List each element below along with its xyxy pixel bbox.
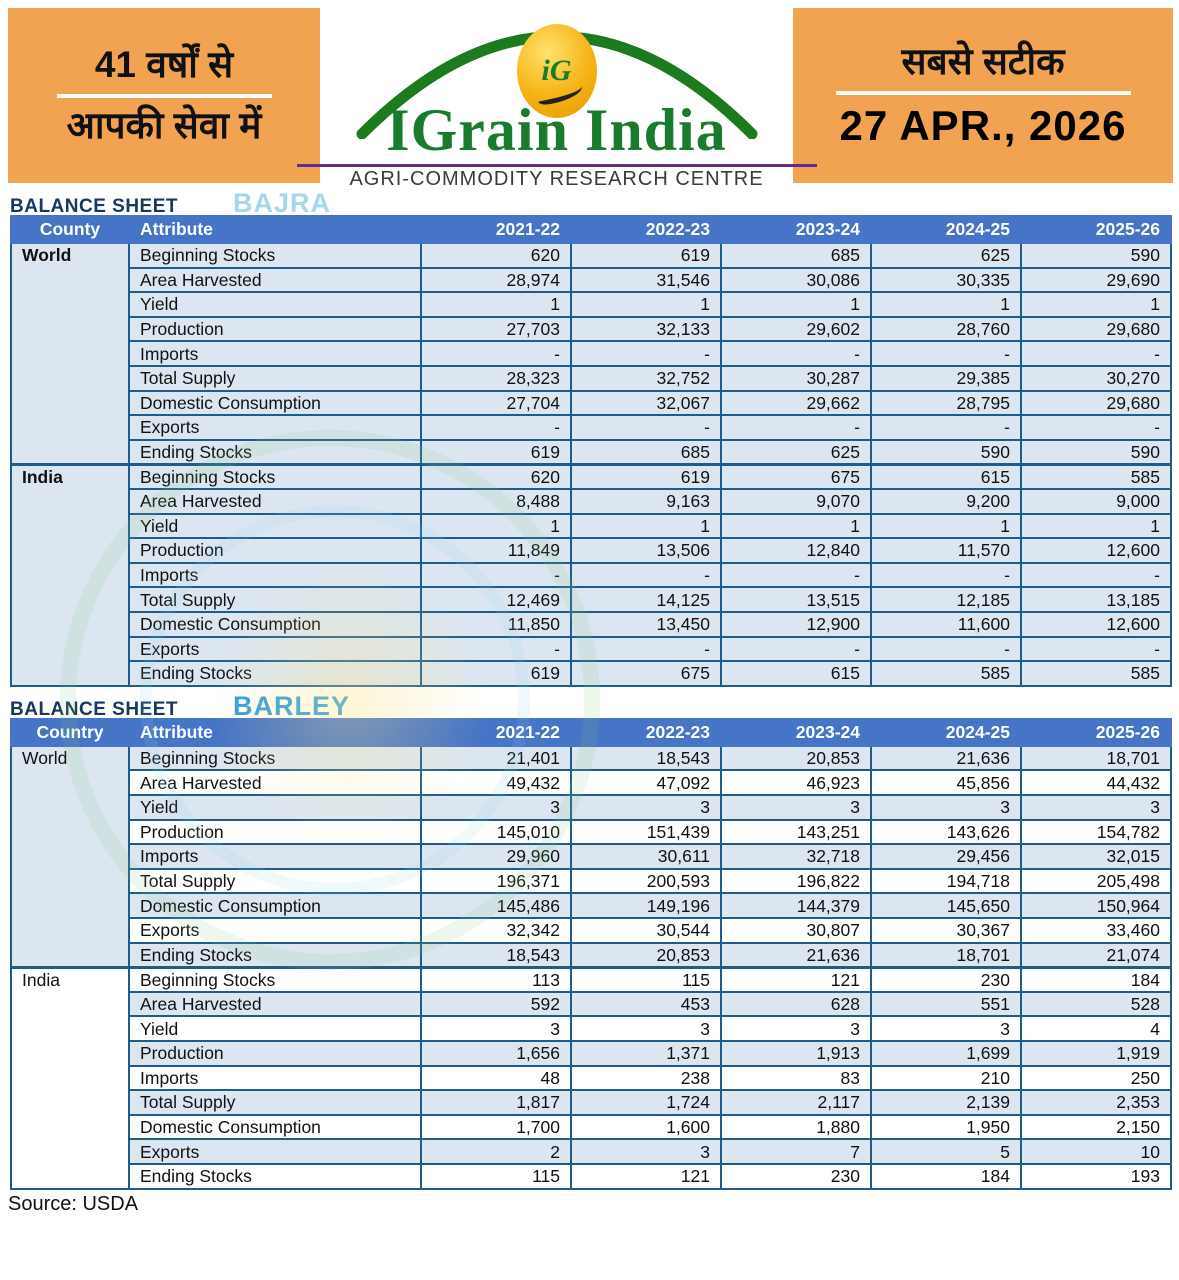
value-cell: 12,600 [1021, 538, 1171, 563]
column-header: Attribute [129, 719, 421, 746]
value-cell: 32,752 [571, 366, 721, 391]
value-cell: - [571, 563, 721, 588]
value-cell: 1 [721, 514, 871, 539]
value-cell: 13,450 [571, 612, 721, 637]
value-cell: 7 [721, 1139, 871, 1164]
attribute-cell: Production [129, 1041, 421, 1066]
value-cell: 9,163 [571, 489, 721, 514]
value-cell: 32,067 [571, 391, 721, 416]
value-cell: 1,817 [421, 1090, 571, 1115]
value-cell: 30,287 [721, 366, 871, 391]
value-cell: 685 [571, 440, 721, 465]
value-cell: 620 [421, 464, 571, 489]
years-line-2: आपकी सेवा में [66, 104, 262, 146]
attribute-cell: Yield [129, 292, 421, 317]
value-cell: - [871, 637, 1021, 662]
value-cell: 8,488 [421, 489, 571, 514]
source-note: Source: USDA [8, 1192, 139, 1215]
attribute-cell: Exports [129, 415, 421, 440]
table-row [11, 514, 1171, 539]
report-date: 27 APR., 2026 [839, 101, 1127, 149]
value-cell: 154,782 [1021, 820, 1171, 845]
bajra-table [10, 215, 1172, 687]
value-cell: 20,853 [571, 943, 721, 968]
value-cell: 619 [421, 661, 571, 686]
table-row [11, 661, 1171, 686]
value-cell: 590 [1021, 440, 1171, 465]
value-cell: 2,353 [1021, 1090, 1171, 1115]
value-cell: 145,486 [421, 893, 571, 918]
value-cell: 9,070 [721, 489, 871, 514]
value-cell: 30,270 [1021, 366, 1171, 391]
value-cell: 121 [571, 1164, 721, 1189]
table-row [11, 612, 1171, 637]
country-cell: India [11, 464, 129, 685]
value-cell: 528 [1021, 992, 1171, 1017]
value-cell: - [1021, 415, 1171, 440]
column-header: Country [11, 719, 129, 746]
logo [320, 8, 793, 188]
value-cell: 12,600 [1021, 612, 1171, 637]
attribute-cell: Imports [129, 563, 421, 588]
value-cell: 196,822 [721, 869, 871, 894]
value-cell: 585 [871, 661, 1021, 686]
barley-title-row [10, 690, 1179, 721]
value-cell: 3 [421, 1016, 571, 1041]
value-cell: - [421, 563, 571, 588]
value-cell: 151,439 [571, 820, 721, 845]
value-cell: 1,913 [721, 1041, 871, 1066]
attribute-cell: Ending Stocks [129, 1164, 421, 1189]
attribute-cell: Imports [129, 1066, 421, 1091]
value-cell: 13,506 [571, 538, 721, 563]
value-cell: 1,371 [571, 1041, 721, 1066]
attribute-cell: Ending Stocks [129, 661, 421, 686]
value-cell: 2 [421, 1139, 571, 1164]
value-cell: 28,323 [421, 366, 571, 391]
value-cell: 2,150 [1021, 1115, 1171, 1140]
attribute-cell: Total Supply [129, 587, 421, 612]
attribute-cell: Area Harvested [129, 268, 421, 293]
table-row [11, 1115, 1171, 1140]
balance-sheet-label: BALANCE SHEET [10, 698, 179, 720]
value-cell: 2,139 [871, 1090, 1021, 1115]
value-cell: 121 [721, 967, 871, 992]
value-cell: - [721, 637, 871, 662]
attribute-cell: Area Harvested [129, 992, 421, 1017]
table-row [11, 1164, 1171, 1189]
divider [57, 94, 272, 98]
value-cell: 205,498 [1021, 869, 1171, 894]
value-cell: 1,880 [721, 1115, 871, 1140]
attribute-cell: Exports [129, 1139, 421, 1164]
attribute-cell: Total Supply [129, 869, 421, 894]
value-cell: 30,335 [871, 268, 1021, 293]
bajra-title-row [10, 188, 1179, 218]
value-cell: 28,760 [871, 317, 1021, 342]
value-cell: 1 [571, 292, 721, 317]
attribute-cell: Exports [129, 637, 421, 662]
page-header [0, 0, 1179, 190]
table-row [11, 1016, 1171, 1041]
value-cell: 45,856 [871, 770, 1021, 795]
value-cell: 1,700 [421, 1115, 571, 1140]
attribute-cell: Domestic Consumption [129, 391, 421, 416]
value-cell: 30,544 [571, 918, 721, 943]
value-cell: 1,919 [1021, 1041, 1171, 1066]
value-cell: 20,853 [721, 746, 871, 771]
commodity-name-bajra: BAJRA [233, 188, 332, 218]
table-header-row [11, 216, 1171, 243]
barley-table [10, 718, 1172, 1190]
value-cell: 5 [871, 1139, 1021, 1164]
value-cell: 11,850 [421, 612, 571, 637]
value-cell: 12,185 [871, 587, 1021, 612]
table-row [11, 869, 1171, 894]
value-cell: 145,010 [421, 820, 571, 845]
value-cell: 18,701 [1021, 746, 1171, 771]
value-cell: - [571, 637, 721, 662]
logo-underline [297, 164, 817, 167]
value-cell: - [421, 637, 571, 662]
value-cell: 194,718 [871, 869, 1021, 894]
attribute-cell: Beginning Stocks [129, 464, 421, 489]
attribute-cell: Area Harvested [129, 489, 421, 514]
commodity-name-barley: BARLEY [233, 690, 351, 721]
value-cell: - [1021, 341, 1171, 366]
value-cell: 615 [871, 464, 1021, 489]
value-cell: 585 [1021, 464, 1171, 489]
attribute-cell: Beginning Stocks [129, 967, 421, 992]
date-box [793, 8, 1173, 183]
country-cell: World [11, 746, 129, 967]
table-row [11, 391, 1171, 416]
value-cell: 675 [721, 464, 871, 489]
attribute-cell: Area Harvested [129, 770, 421, 795]
column-header: 2022-23 [571, 719, 721, 746]
table-row [11, 746, 1171, 771]
value-cell: 144,379 [721, 893, 871, 918]
table-row [11, 317, 1171, 342]
value-cell: 453 [571, 992, 721, 1017]
value-cell: 32,133 [571, 317, 721, 342]
value-cell: 11,849 [421, 538, 571, 563]
attribute-cell: Yield [129, 1016, 421, 1041]
value-cell: 1 [1021, 292, 1171, 317]
value-cell: 1 [571, 514, 721, 539]
value-cell: 592 [421, 992, 571, 1017]
value-cell: 1 [871, 292, 1021, 317]
value-cell: 83 [721, 1066, 871, 1091]
value-cell: 196,371 [421, 869, 571, 894]
value-cell: - [571, 341, 721, 366]
logo-name: IGrain India [386, 97, 727, 163]
table-row [11, 637, 1171, 662]
column-header: 2024-25 [871, 719, 1021, 746]
value-cell: 590 [871, 440, 1021, 465]
value-cell: 143,251 [721, 820, 871, 845]
value-cell: 145,650 [871, 893, 1021, 918]
attribute-cell: Production [129, 820, 421, 845]
table-row [11, 268, 1171, 293]
value-cell: - [871, 341, 1021, 366]
attribute-cell: Imports [129, 341, 421, 366]
value-cell: 3 [1021, 795, 1171, 820]
attribute-cell: Total Supply [129, 1090, 421, 1115]
logo-monogram: iG [541, 54, 572, 87]
value-cell: 628 [721, 992, 871, 1017]
value-cell: - [421, 415, 571, 440]
value-cell: - [721, 415, 871, 440]
value-cell: 3 [571, 795, 721, 820]
table-row [11, 464, 1171, 489]
value-cell: 29,456 [871, 844, 1021, 869]
value-cell: 30,367 [871, 918, 1021, 943]
value-cell: 47,092 [571, 770, 721, 795]
value-cell: 1,950 [871, 1115, 1021, 1140]
table-row [11, 893, 1171, 918]
value-cell: 1,699 [871, 1041, 1021, 1066]
table-row [11, 967, 1171, 992]
value-cell: 11,600 [871, 612, 1021, 637]
value-cell: 150,964 [1021, 893, 1171, 918]
value-cell: 615 [721, 661, 871, 686]
value-cell: 625 [871, 243, 1021, 268]
value-cell: 3 [721, 1016, 871, 1041]
attribute-cell: Domestic Consumption [129, 893, 421, 918]
value-cell: 230 [871, 967, 1021, 992]
value-cell: - [1021, 637, 1171, 662]
attribute-cell: Beginning Stocks [129, 243, 421, 268]
value-cell: 29,960 [421, 844, 571, 869]
table-row [11, 489, 1171, 514]
table-row [11, 563, 1171, 588]
value-cell: 44,432 [1021, 770, 1171, 795]
value-cell: 590 [1021, 243, 1171, 268]
column-header: 2021-22 [421, 216, 571, 243]
value-cell: 14,125 [571, 587, 721, 612]
value-cell: 3 [871, 795, 1021, 820]
value-cell: - [1021, 563, 1171, 588]
column-header: County [11, 216, 129, 243]
column-header: 2023-24 [721, 719, 871, 746]
value-cell: 3 [421, 795, 571, 820]
divider [836, 91, 1131, 95]
value-cell: 46,923 [721, 770, 871, 795]
value-cell: 113 [421, 967, 571, 992]
value-cell: 29,385 [871, 366, 1021, 391]
value-cell: 675 [571, 661, 721, 686]
value-cell: 13,185 [1021, 587, 1171, 612]
table-row [11, 243, 1171, 268]
table-row [11, 1139, 1171, 1164]
value-cell: 619 [571, 464, 721, 489]
value-cell: 21,636 [871, 746, 1021, 771]
value-cell: 625 [721, 440, 871, 465]
value-cell: 12,900 [721, 612, 871, 637]
table-row [11, 1041, 1171, 1066]
table-row [11, 943, 1171, 968]
value-cell: - [721, 563, 871, 588]
country-cell: India [11, 967, 129, 1188]
column-header: 2024-25 [871, 216, 1021, 243]
value-cell: 1,656 [421, 1041, 571, 1066]
value-cell: 230 [721, 1164, 871, 1189]
value-cell: 30,807 [721, 918, 871, 943]
value-cell: 30,086 [721, 268, 871, 293]
value-cell: 21,074 [1021, 943, 1171, 968]
date-box-tagline: सबसे सटीक [901, 41, 1065, 83]
column-header: 2023-24 [721, 216, 871, 243]
table-row [11, 440, 1171, 465]
table-row [11, 992, 1171, 1017]
value-cell: 250 [1021, 1066, 1171, 1091]
value-cell: 29,680 [1021, 391, 1171, 416]
value-cell: 13,515 [721, 587, 871, 612]
value-cell: 29,680 [1021, 317, 1171, 342]
years-of-service-box [8, 8, 320, 183]
table-header-row [11, 719, 1171, 746]
attribute-cell: Beginning Stocks [129, 746, 421, 771]
value-cell: 27,703 [421, 317, 571, 342]
value-cell: 619 [421, 440, 571, 465]
table-row [11, 820, 1171, 845]
value-cell: 18,543 [571, 746, 721, 771]
column-header: 2022-23 [571, 216, 721, 243]
value-cell: 32,015 [1021, 844, 1171, 869]
country-cell: World [11, 243, 129, 464]
years-line-1: 41 वर्षों से [94, 43, 234, 85]
value-cell: 3 [571, 1139, 721, 1164]
value-cell: 30,611 [571, 844, 721, 869]
value-cell: 2,117 [721, 1090, 871, 1115]
value-cell: 585 [1021, 661, 1171, 686]
attribute-cell: Ending Stocks [129, 943, 421, 968]
table-row [11, 366, 1171, 391]
column-header: 2021-22 [421, 719, 571, 746]
value-cell: 1,724 [571, 1090, 721, 1115]
value-cell: - [871, 415, 1021, 440]
column-header: 2025-26 [1021, 216, 1171, 243]
table-row [11, 844, 1171, 869]
value-cell: 1 [1021, 514, 1171, 539]
column-header: 2025-26 [1021, 719, 1171, 746]
value-cell: 184 [1021, 967, 1171, 992]
value-cell: 210 [871, 1066, 1021, 1091]
value-cell: 1,600 [571, 1115, 721, 1140]
value-cell: 18,543 [421, 943, 571, 968]
value-cell: 1 [871, 514, 1021, 539]
table-row [11, 341, 1171, 366]
value-cell: 238 [571, 1066, 721, 1091]
value-cell: 149,196 [571, 893, 721, 918]
value-cell: 29,690 [1021, 268, 1171, 293]
attribute-cell: Production [129, 538, 421, 563]
balance-sheet-label: BALANCE SHEET [10, 196, 179, 217]
value-cell: 193 [1021, 1164, 1171, 1189]
table-row [11, 770, 1171, 795]
value-cell: 620 [421, 243, 571, 268]
value-cell: 33,460 [1021, 918, 1171, 943]
value-cell: - [571, 415, 721, 440]
value-cell: 685 [721, 243, 871, 268]
table-row [11, 1066, 1171, 1091]
attribute-cell: Domestic Consumption [129, 1115, 421, 1140]
value-cell: 21,636 [721, 943, 871, 968]
attribute-cell: Ending Stocks [129, 440, 421, 465]
value-cell: - [871, 563, 1021, 588]
value-cell: 12,469 [421, 587, 571, 612]
value-cell: 3 [571, 1016, 721, 1041]
value-cell: 184 [871, 1164, 1021, 1189]
value-cell: 200,593 [571, 869, 721, 894]
value-cell: 27,704 [421, 391, 571, 416]
attribute-cell: Production [129, 317, 421, 342]
attribute-cell: Imports [129, 844, 421, 869]
value-cell: 1 [421, 292, 571, 317]
column-header: Attribute [129, 216, 421, 243]
value-cell: - [421, 341, 571, 366]
logo-tagline: AGRI-COMMODITY RESEARCH CENTRE [349, 168, 764, 190]
value-cell: 619 [571, 243, 721, 268]
table-row [11, 415, 1171, 440]
table-row [11, 918, 1171, 943]
table-row [11, 538, 1171, 563]
value-cell: 18,701 [871, 943, 1021, 968]
value-cell: 9,200 [871, 489, 1021, 514]
value-cell: 48 [421, 1066, 571, 1091]
value-cell: 21,401 [421, 746, 571, 771]
value-cell: 1 [721, 292, 871, 317]
value-cell: 4 [1021, 1016, 1171, 1041]
value-cell: 12,840 [721, 538, 871, 563]
attribute-cell: Yield [129, 514, 421, 539]
value-cell: 32,342 [421, 918, 571, 943]
value-cell: 10 [1021, 1139, 1171, 1164]
value-cell: 143,626 [871, 820, 1021, 845]
value-cell: 1 [421, 514, 571, 539]
value-cell: 49,432 [421, 770, 571, 795]
value-cell: 3 [871, 1016, 1021, 1041]
attribute-cell: Exports [129, 918, 421, 943]
value-cell: 29,602 [721, 317, 871, 342]
table-row [11, 795, 1171, 820]
value-cell: 115 [571, 967, 721, 992]
table-row [11, 587, 1171, 612]
table-row [11, 1090, 1171, 1115]
value-cell: 29,662 [721, 391, 871, 416]
value-cell: 11,570 [871, 538, 1021, 563]
value-cell: 9,000 [1021, 489, 1171, 514]
value-cell: 28,795 [871, 391, 1021, 416]
value-cell: 3 [721, 795, 871, 820]
value-cell: 31,546 [571, 268, 721, 293]
value-cell: 115 [421, 1164, 571, 1189]
value-cell: 32,718 [721, 844, 871, 869]
value-cell: 28,974 [421, 268, 571, 293]
attribute-cell: Yield [129, 795, 421, 820]
attribute-cell: Total Supply [129, 366, 421, 391]
table-row [11, 292, 1171, 317]
value-cell: - [721, 341, 871, 366]
value-cell: 551 [871, 992, 1021, 1017]
attribute-cell: Domestic Consumption [129, 612, 421, 637]
